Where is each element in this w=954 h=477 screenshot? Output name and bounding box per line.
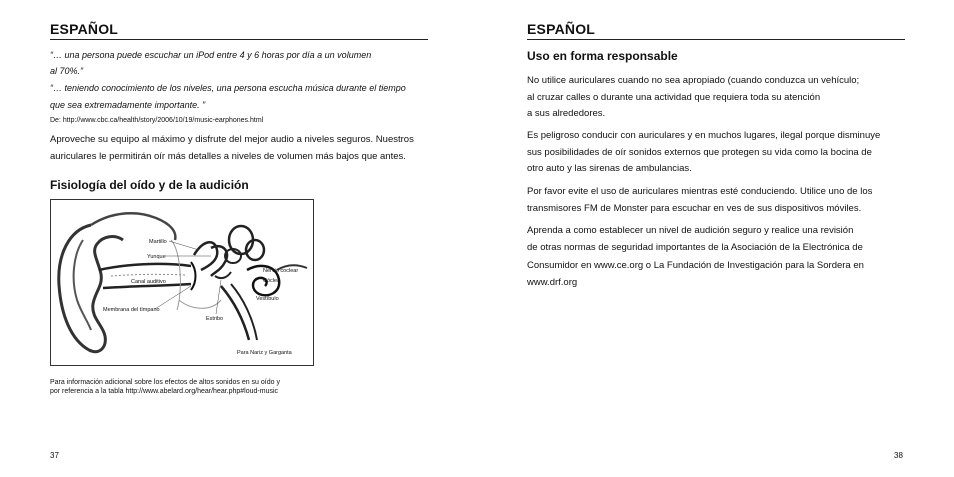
left-header: ESPAÑOL [50,21,119,37]
para2-line: otro auto y las sirenas de ambulancias. [527,163,692,174]
ear-diagram [51,200,313,365]
left-header-rule [50,39,428,40]
para1-line: a sus alrededores. [527,108,606,119]
page-number-left: 37 [50,451,59,460]
para2-line: sus posibilidades de oír sonidos externos que protegen su vida como la bocina de [527,147,872,158]
right-header: ESPAÑOL [527,21,596,37]
label-martillo: Martillo [149,239,167,245]
quote-line: que sea extremadamente importante. ” [50,100,206,110]
intro-line: auriculares le permitirán oír más detalles a niveles de volumen más bajos que antes. [50,151,406,162]
intro-line: Aproveche su equipo al máximo y disfrute del mejor audio a niveles seguros. Nuestros [50,134,414,145]
ear-anatomy-figure [50,199,314,366]
ear-canal-shading [111,274,186,276]
para4-line: Aprenda a como establecer un nivel de audición seguro y realice una revisión [527,225,854,236]
page-number-right: 38 [894,451,903,460]
para1-line: al cruzar calles o durante una actividad que requiera toda su atención [527,92,821,103]
para2-line: Es peligroso conducir con auriculares y en muchos lugares, ilegal porque disminuye [527,130,881,141]
eustachian-tube [221,286,249,340]
footnote-line: por referencia a la tabla http://www.abelard.org/hear/hear.php#loud-music [50,388,279,395]
leader-line [169,241,199,250]
para4-line: de otras normas de seguridad importantes de la Asociación de la Electrónica de [527,242,863,253]
quote-line: al 70%.” [50,66,84,76]
label-canal-auditivo: Canal auditivo [131,279,166,285]
label-coclea: Cóclea [263,278,281,284]
para3-line: transmisores FM de Monster para escuchar en ves de sus dispositivos móviles. [527,203,862,214]
label-membrana: Membrana del tímpano [103,307,160,313]
para4-line: Consumidor en www.ce.org o La Fundación de Investigación para la Sordera en [527,260,864,271]
pinna-inner-fold [74,240,91,330]
label-vestibulo: Vestíbulo [256,296,279,302]
label-nervio-coclear: Nervio coclear [263,268,299,274]
right-header-rule [527,39,905,40]
para3-line: Por favor evite el uso de auriculares mientras esté conduciendo. Utilice uno de los [527,186,873,197]
eardrum [191,262,196,290]
footnote-line: Para información adicional sobre los efectos de altos sonidos en su oído y [50,379,280,386]
para4-line: www.drf.org [527,277,578,288]
anatomy-subheading: Fisiología del oído y de la audición [50,178,249,192]
para1-line: No utilice auriculares cuando no sea apropiado (cuando conduzca un vehículo; [527,75,860,86]
leader-line [155,286,191,309]
leader-line [216,280,221,314]
quote-line: “… teniendo conocimiento de los niveles, una persona escucha música durante el tiempo [50,83,406,93]
quote-line: “… una persona puede escuchar un iPod entre 4 y 6 horas por día a un volumen [50,50,372,60]
label-yunque: Yunque [147,254,166,260]
ear-canal-top [99,264,191,270]
eustachian-tube [231,284,257,340]
responsible-use-subheading: Uso en forma responsable [527,49,678,63]
label-nariz-garganta: Para Nariz y Garganta [237,350,292,356]
stapes [215,272,231,278]
quote-source: De: http://www.cbc.ca/health/story/2006/10/19/music-earphones.html [50,117,264,124]
label-estribo: Estribo [206,316,224,322]
right-page [477,0,954,477]
skull-contour [91,213,175,240]
